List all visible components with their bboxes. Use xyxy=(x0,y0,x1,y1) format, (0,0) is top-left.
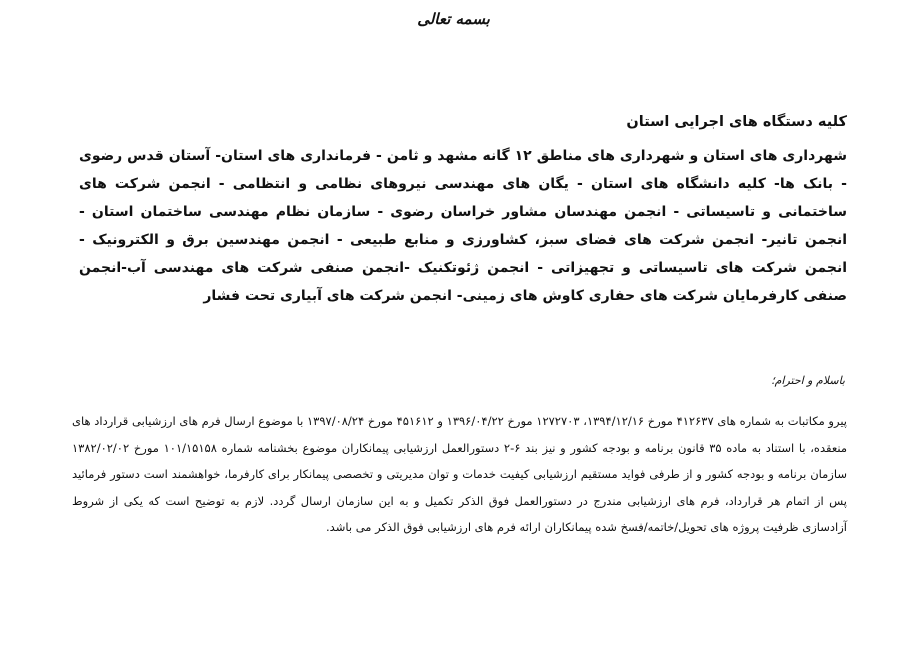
letter-body: پیرو مکاتبات به شماره های ۴۱۲۶۳۷ مورخ ۱۳۹۴/۱۲/۱۶، ۱۲۷۲۷۰۳ مورخ ۱۳۹۶/۰۴/۲۲ و ۴۵۱۶۱۲ مورخ ۱۳۹۷/۰۸/۲۴ با موضوع ارسال فرم های ارزشیابی قرارداد های منعقده، با استناد به ماده ۳۵ قانون برنامه و بودجه کشور و نیز بند ۶-۲ دستورالعمل ارزشیابی پیمانکاران موضوع بخشنامه شماره ۱۰۱/۱۵۱۵۸ مورخ ۱۳۸۲/۰۲/۰۲ سازمان برنامه و بودجه کشور و از طرفی فواید مستقیم ارزشیابی کیفیت خدمات و توان مدیریتی و تخصصی پیمانکار برای کارفرما، خواهشمند است دستور فرمائید پس از اتمام هر قرارداد، فرم های ارزشیابی مندرج در دستورالعمل فوق الذکر تکمیل و به این سازمان ارسال گردد. لازم به توضیح است که یکی از شروط آزادسازی ظرفیت پروژه های تحویل/خاتمه/فسخ شده پیمانکاران ارائه فرم های ارزشیابی فوق الذکر می باشد. xyxy=(72,414,847,534)
basmala-header: بسمه تعالی xyxy=(417,10,490,28)
recipients-list: شهرداری های استان و شهرداری های مناطق ۱۲ گانه مشهد و ثامن - فرمانداری های استان- آستان قدس رضوی - بانک ها- کلیه دانشگاه های استان - یگان های مهندسی نیروهای نظامی و انتظامی - انجمن شرکت های ساختمانی و تاسیساتی - انجمن مهندسان مشاور خراسان رضوی - سازمان نظام مهندسی ساختمان استان - انجمن تانیر- انجمن شرکت های فضای سبز، کشاورزی و منابع طبیعی - انجمن مهندسین برق و الکترونیک - انجمن شرکت های تاسیساتی و تجهیزاتی - انجمن ژئوتکنیک -انجمن صنفی شرکت های مهندسی آب-انجمن صنفی کارفرمایان شرکت های حفاری کاوش های زمینی- انجمن شرکت های آبیاری تحت فشار xyxy=(79,148,847,304)
recipients-block xyxy=(79,108,847,310)
greeting: باسلام و احترام؛ xyxy=(771,374,845,387)
recipients-heading: کلیه دستگاه های اجرایی استان xyxy=(626,114,847,130)
